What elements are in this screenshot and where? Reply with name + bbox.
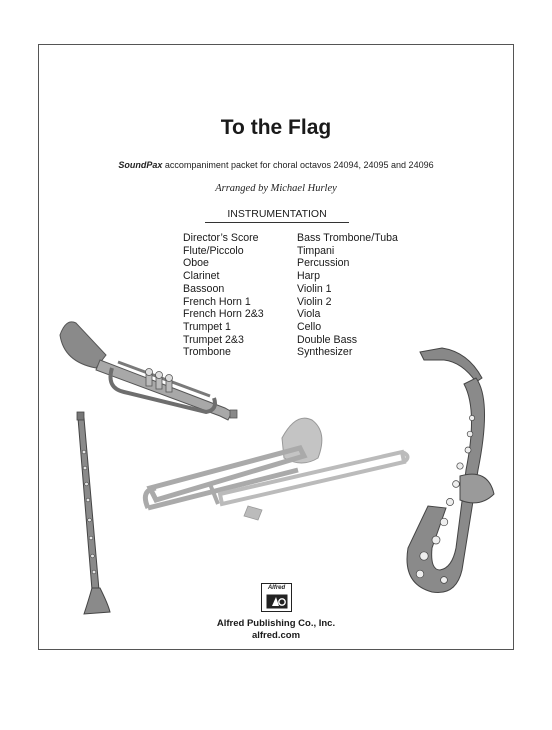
instrument-item: Bass Trombone/Tuba bbox=[297, 232, 398, 244]
instrument-item: French Horn 1 bbox=[183, 295, 251, 308]
instrument-item: Director’s Score bbox=[183, 232, 259, 244]
instrument-item: Oboe bbox=[183, 257, 209, 270]
instrument-item: Violin 1 bbox=[297, 282, 332, 295]
instrument-item: Harp bbox=[297, 270, 320, 283]
instrument-item: Timpani bbox=[297, 244, 335, 257]
subtitle-text: accompaniment packet for choral octavos 24094, 24095 and 24096 bbox=[162, 160, 434, 170]
instrument-item: Cello bbox=[297, 320, 322, 333]
publisher-website[interactable]: alfred.com bbox=[251, 630, 301, 641]
instrument-item: French Horn 2&3 bbox=[183, 308, 264, 321]
instrument-item: Clarinet bbox=[183, 270, 220, 283]
subtitle-brand: SoundPax bbox=[118, 160, 163, 170]
publisher-name: Alfred Publishing Co., Inc. bbox=[216, 618, 336, 629]
instrument-item: Double Bass bbox=[297, 333, 358, 346]
alfred-logo bbox=[261, 583, 292, 612]
instrument-item: Flute/Piccolo bbox=[183, 244, 244, 257]
instrument-item: Bassoon bbox=[183, 282, 225, 295]
trombone-icon bbox=[145, 418, 407, 520]
clarinet-icon bbox=[77, 412, 110, 614]
instrument-item: Viola bbox=[297, 308, 321, 321]
logo-mark-icon bbox=[266, 594, 288, 609]
page-title: To the Flag bbox=[220, 116, 332, 139]
instrument-item: Percussion bbox=[297, 257, 350, 270]
instrument-item: Trumpet 2&3 bbox=[183, 333, 244, 346]
instrument-item: Trombone bbox=[183, 346, 231, 359]
instrument-item: Violin 2 bbox=[297, 295, 332, 308]
instrumentation-heading: INSTRUMENTATION bbox=[205, 208, 349, 223]
saxophone-icon bbox=[407, 348, 494, 593]
trumpet-icon bbox=[60, 322, 237, 420]
arranger-credit: Arranged by Michael Hurley bbox=[215, 183, 337, 194]
alfred-logo-word: Alfred bbox=[267, 585, 286, 591]
instrument-item: Trumpet 1 bbox=[183, 320, 231, 333]
instrument-item: Synthesizer bbox=[297, 346, 353, 359]
